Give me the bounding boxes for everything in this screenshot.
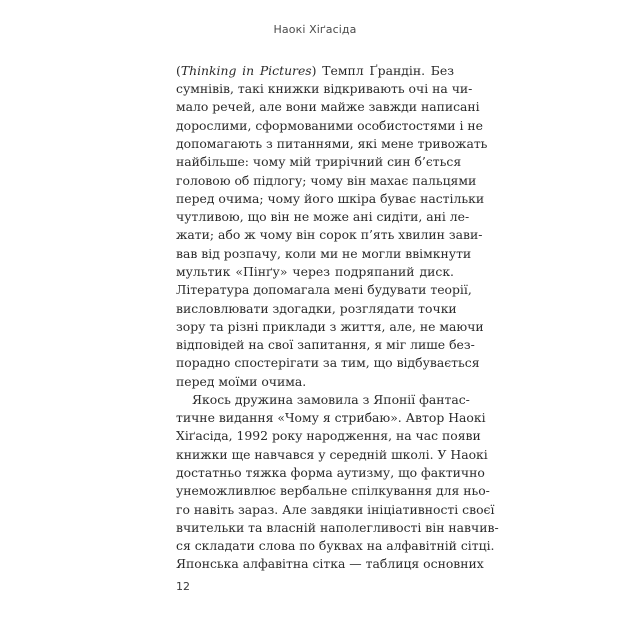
line-text: ) Темпл Ґрандін. Без: [311, 62, 454, 78]
text-line: книжки ще навчався у середній школі. У Наокі: [176, 446, 488, 462]
text-line: го навіть зараз. Але завдяки ініціативності своєї: [176, 501, 495, 517]
text-line: мало речей, але вони майже завжди написані: [176, 99, 480, 115]
text-line: вав від розпачу, коли ми не могли ввімкнути: [176, 245, 472, 261]
paren-open: (: [176, 62, 181, 78]
text-line: вчительки та власній наполегливості він навчив-: [176, 519, 499, 535]
italic-title: Thinking in Pictures: [180, 62, 312, 78]
text-line: порадно спостерігати за тим, що відбувається: [176, 355, 480, 371]
page-number: 12: [176, 580, 190, 593]
text-line: допомагають з питаннями, які мене тривожать: [176, 135, 488, 151]
text-line: зору та різні приклади з життя, але, не маючи: [176, 318, 484, 334]
text-line: відповідей на свої запитання, я міг лише без-: [176, 337, 475, 353]
text-line: перед очима; чому його шкіра буває настільки: [176, 190, 485, 206]
text-line: Хіґасіда, 1992 року народження, на час появи: [176, 428, 481, 444]
body-text: [176, 62, 499, 574]
text-line: [176, 62, 454, 80]
text-line: головою об підлогу; чому він махає пальцями: [176, 172, 477, 188]
text-line: чутливою, що він не може ані сидіти, ані ле-: [176, 209, 470, 225]
text-line: достатньо тяжка форма аутизму, що фактично: [176, 465, 485, 481]
text-line-paragraph-end: перед моїми очима.: [176, 373, 307, 389]
running-head: Наокі Хіґасіда: [273, 23, 357, 36]
text-line: ся складати слова по буквах на алфавітній сітці.: [176, 538, 495, 554]
text-line: унеможливлює вербальне спілкування для ньо-: [176, 483, 490, 499]
text-line: дорослими, сформованими особистостями і не: [176, 117, 483, 133]
text-line: Японська алфавітна сітка — таблиця основних: [176, 556, 484, 572]
text-line: Література допомагала мені будувати теорії,: [176, 282, 472, 298]
text-line: жати; або ж чому він сорок п’ять хвилин зави-: [176, 227, 483, 243]
text-line: мультик «Пінґу» через подряпаний диск.: [176, 263, 454, 279]
text-line: висловлювати здогадки, розглядати точки: [176, 300, 457, 316]
text-line: сумнівів, такі книжки відкривають очі на чи-: [176, 81, 473, 97]
text-line-paragraph-start: Якось дружина замовила з Японії фантас-: [192, 391, 470, 407]
text-line: тичне видання «Чому я стрибаю». Автор Наокі: [176, 410, 486, 426]
text-line: найбільше: чому мій трирічний син б’ється: [176, 154, 462, 170]
